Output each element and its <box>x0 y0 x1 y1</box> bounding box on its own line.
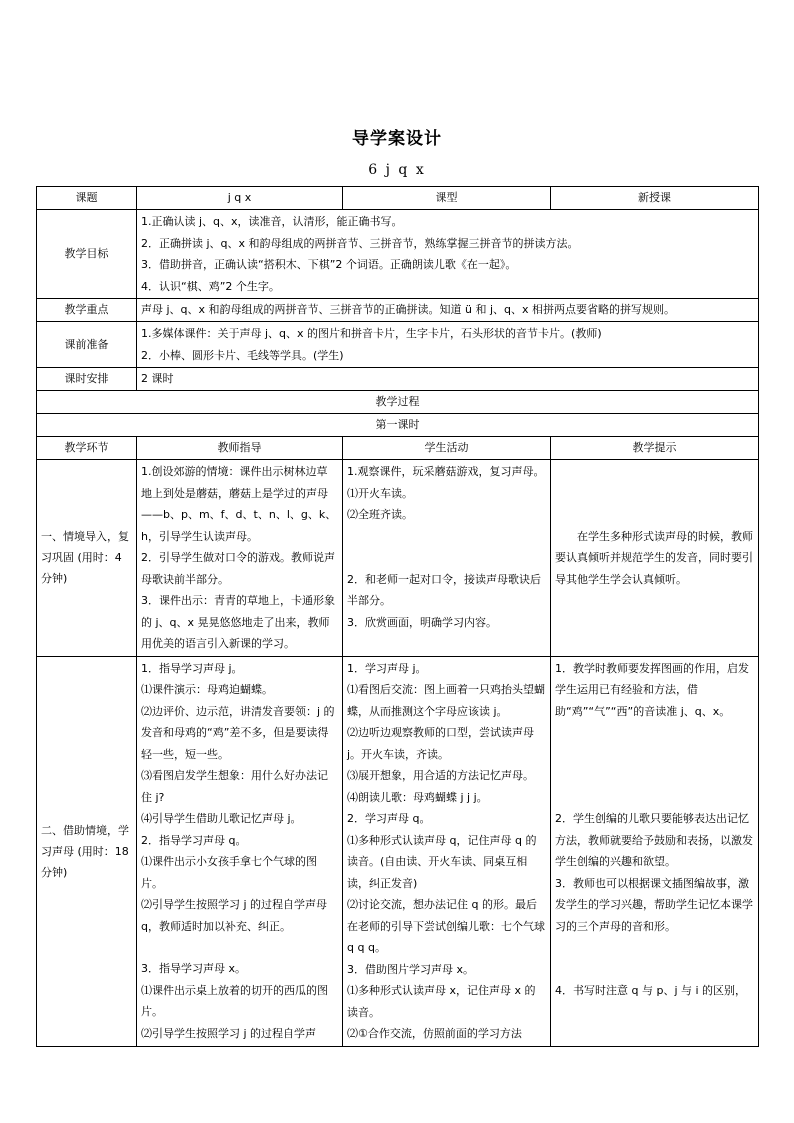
process-title-row <box>37 391 759 414</box>
lesson-title: 第一课时 <box>37 414 759 437</box>
preparation-label: 课前准备 <box>37 322 137 368</box>
goals-label: 教学目标 <box>37 210 137 299</box>
teaching-tips <box>551 460 759 657</box>
student-step: ⑴多种形式认读声母 q，记住声母 q 的读音。(自由读、开火车读、同桌互相读，纠正发音) <box>347 833 537 890</box>
student-step: ⑵①合作交流，仿照前面的学习方法 <box>347 1027 522 1040</box>
lesson-plan-table <box>36 186 759 1047</box>
stage-row-2 <box>37 656 759 1046</box>
goal-line: 4．认识“棋、鸡”2 个生字。 <box>141 279 280 293</box>
teaching-tips <box>551 656 759 1046</box>
teacher-step: ⑵引导学生按照学习 j 的过程自学声母 q，教师适时加以补充、纠正。 <box>141 898 328 933</box>
col-teacher: 教师指导 <box>137 437 343 460</box>
teacher-step: 2．指导学习声母 q。 <box>141 833 247 847</box>
student-activity <box>343 656 551 1046</box>
document-title: 导学案设计 <box>352 129 442 149</box>
topic-label: 课题 <box>37 187 137 210</box>
teacher-step: ⑵边评价、边示范，讲清发音要领：j 的发音和母鸡的“鸡”差不多，但是要读得轻一些，短一些。 <box>141 704 335 761</box>
schedule-label: 课时安排 <box>37 368 137 391</box>
type-label: 课型 <box>343 187 551 210</box>
student-step: 3．欣赏画面，明确学习内容。 <box>347 615 497 629</box>
preparation-line: 2．小棒、圆形卡片、毛线等学具。(学生) <box>141 348 344 362</box>
teacher-step: ⑷引导学生借助儿歌记忆声母 j。 <box>141 812 302 825</box>
student-step: 2．学习声母 q。 <box>347 812 431 825</box>
goals-content <box>137 210 759 299</box>
stage-label: 二、借助情境，学习声母 (用时：18 分钟) <box>37 656 137 1046</box>
teacher-guidance <box>137 656 343 1046</box>
student-step: ⑴看图后交流：图上画着一只鸡抬头望蝴蝶，从而推测这个字母应该读 j。 <box>347 683 545 718</box>
topic-value: j q x <box>137 187 343 210</box>
col-student: 学生活动 <box>343 437 551 460</box>
student-step: 2．和老师一起对口令，接读声母歌诀后半部分。 <box>347 572 541 607</box>
key-points-row <box>37 299 759 322</box>
col-tips: 教学提示 <box>551 437 759 460</box>
teacher-step: 1.创设郊游的情境：课件出示树林边草地上到处是蘑菇，蘑菇上是学过的声母——b、p、m、f、d、t、n、l、g、k、h，引导学生认读声母。 <box>141 465 337 543</box>
preparation-content <box>137 322 759 368</box>
teacher-step: ⑴课件出示桌上放着的切开的西瓜的图片。 <box>141 983 328 1018</box>
goal-line: 2．正确拼读 j、q、x 和韵母组成的两拼音节、三拼音节，熟练掌握三拼音节的拼读方法。 <box>141 236 579 250</box>
goals-row <box>37 210 759 299</box>
preparation-line: 1.多媒体课件：关于声母 j、q、x 的图片和拼音卡片，生字卡片，石头形状的音节卡片。(教师) <box>141 327 602 340</box>
key-points-label: 教学重点 <box>37 299 137 322</box>
teacher-step: 1．指导学习声母 j。 <box>141 661 243 675</box>
preparation-row <box>37 322 759 368</box>
schedule-row <box>37 368 759 391</box>
student-step: ⑵边听边观察教师的口型，尝试读声母 j。开火车读，齐读。 <box>347 726 534 761</box>
goal-line: 1.正确认读 j、q、x，读准音，认清形，能正确书写。 <box>141 215 403 228</box>
student-step: 1.观察课件，玩采蘑菇游戏，复习声母。 <box>347 465 545 478</box>
column-header-row <box>37 437 759 460</box>
tip-text: 4．书写时注意 q 与 p、j 与 i 的区别， <box>555 984 747 997</box>
tip-text: 1．教学时教师要发挥图画的作用，启发学生运用已有经验和方法，借助“鸡”“气”“西”的音读准 j、q、x。 <box>555 661 749 718</box>
stage-label: 一、情境导入，复习巩固 (用时：4 分钟) <box>37 460 137 657</box>
student-step: 3．借助图片学习声母 x。 <box>347 962 475 976</box>
lesson-title-row <box>37 414 759 437</box>
student-step: ⑴开火车读。 <box>347 486 413 500</box>
teacher-guidance <box>137 460 343 657</box>
col-stage: 教学环节 <box>37 437 137 460</box>
tip-text: 3．教师也可以根据课文插图编故事，激发学生的学习兴趣，帮助学生记忆本课学习的三个声母的音和形。 <box>555 876 753 933</box>
student-step: 1．学习声母 j。 <box>347 661 427 675</box>
teacher-step: 3．课件出示：青青的草地上，卡通形象的 j、q、x 晃晃悠悠地走了出来，教师用优美的语言引入新课的学习。 <box>141 594 335 650</box>
tip-text: 在学生多种形式读声母的时候，教师要认真倾听并规范学生的发音，同时要引导其他学生学会认真倾听。 <box>555 529 753 586</box>
teacher-step: ⑶看图启发学生想象：用什么好办法记住 j? <box>141 769 328 804</box>
student-step: ⑶展开想象，用合适的方法记忆声母。 <box>347 769 534 782</box>
teacher-step: 3．指导学习声母 x。 <box>141 962 247 975</box>
goal-line: 3．借助拼音，正确认读“搭积木、下棋”2 个词语。正确朗读儿歌《在一起》。 <box>141 258 517 271</box>
teacher-step: 2．引导学生做对口令的游戏。教师说声母歌诀前半部分。 <box>141 551 335 586</box>
student-step: ⑴多种形式认读声母 x，记住声母 x 的读音。 <box>347 984 536 1019</box>
process-title: 教学过程 <box>37 391 759 414</box>
schedule-value: 2 课时 <box>137 368 759 391</box>
teacher-step: ⑴课件出示小女孩手拿七个气球的图片。 <box>141 855 317 890</box>
student-step: ⑷朗读儿歌：母鸡蝴蝶 j j j。 <box>347 790 488 804</box>
header-row <box>37 187 759 210</box>
tip-text: 2．学生创编的儿歌只要能够表达出记忆方法，教师就要给予鼓励和表扬，以激发学生创编的兴趣和欲望。 <box>555 812 753 868</box>
type-value: 新授课 <box>551 187 759 210</box>
key-points-text: 声母 j、q、x 和韵母组成的两拼音节、三拼音节的正确拼读。知道 ü 和 j、q、x 相拼两点要省略的拼写规则。 <box>137 299 759 322</box>
teacher-step: ⑴课件演示：母鸡迫蝴蝶。 <box>141 683 273 696</box>
student-step: ⑵全班齐读。 <box>347 508 413 521</box>
stage-row-1 <box>37 460 759 657</box>
lesson-subtitle: 6 j q x <box>368 162 426 178</box>
student-activity <box>343 460 551 657</box>
teacher-step: ⑵引导学生按照学习 j 的过程自学声 <box>141 1026 317 1040</box>
student-step: ⑵讨论交流，想办法记住 q 的形。最后在老师的引导下尝试创编儿歌：七个气球 q q q。 <box>347 898 545 954</box>
